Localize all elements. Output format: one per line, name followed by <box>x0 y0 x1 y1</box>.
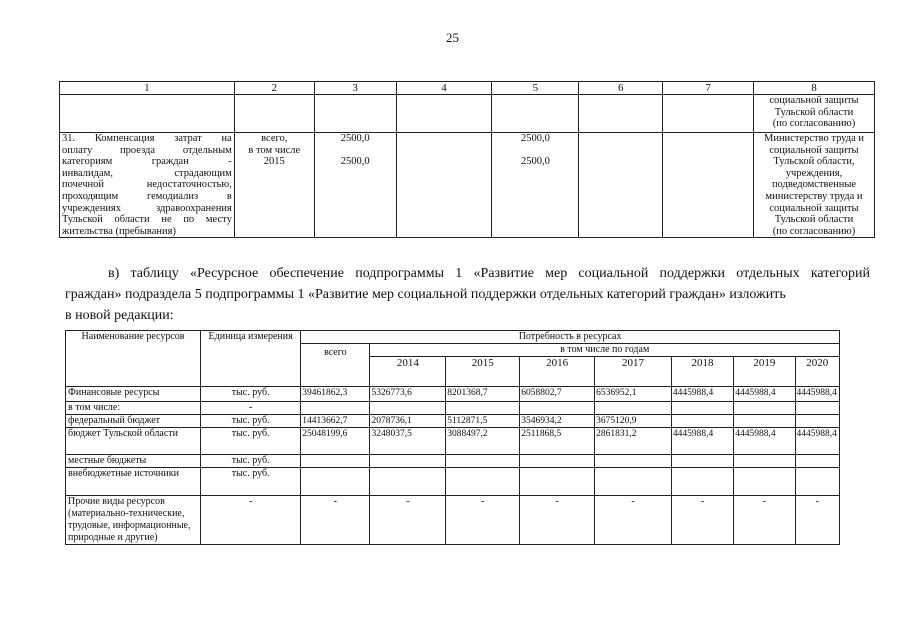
year-header: 2018 <box>671 357 733 387</box>
value-cell: - <box>520 496 595 545</box>
value-cell <box>795 468 839 496</box>
cell-line: 2500,0 <box>340 133 370 144</box>
year-header: 2020 <box>795 357 839 387</box>
value-cell: 8201368,7 <box>446 387 520 402</box>
cell-line: всего, <box>261 133 288 144</box>
value-cell <box>370 468 446 496</box>
paragraph-line: в новой редакции: <box>65 308 174 323</box>
value-cell <box>446 468 520 496</box>
measure-name-cell <box>60 133 235 238</box>
value-cell <box>734 455 795 468</box>
value-cell: 6058802,7 <box>520 387 595 402</box>
value-cell <box>671 415 733 428</box>
cell-line: оплату проезда отдельным <box>62 144 232 156</box>
col-header: 5 <box>492 82 579 95</box>
unit-cell: тыс. руб. <box>201 415 301 428</box>
amount-cell <box>492 133 579 238</box>
value-cell: 25048199,6 <box>301 428 370 455</box>
cell-line: жительства (пребывания) <box>62 225 176 237</box>
value-cell: 4445988,4 <box>795 428 839 455</box>
value-cell <box>446 455 520 468</box>
table-row <box>60 133 875 238</box>
resource-name: в том числе: <box>66 402 201 415</box>
value-cell: - <box>795 496 839 545</box>
value-cell: 3675120,9 <box>595 415 672 428</box>
value-cell: - <box>671 496 733 545</box>
table-row <box>66 387 840 402</box>
year-header: 2015 <box>446 357 520 387</box>
paragraph-line: в) таблицу «Ресурсное обеспечение подпрограммы 1 «Развитие мер социальной поддержки отдельных категорий <box>108 266 870 281</box>
value-cell <box>595 455 672 468</box>
table-row <box>66 428 840 455</box>
value-cell: - <box>595 496 672 545</box>
unit-cell: тыс. руб. <box>201 387 301 402</box>
col-header: 6 <box>579 82 663 95</box>
by-year-header: в том числе по годам <box>370 344 840 357</box>
need-header: Потребность в ресурсах <box>301 331 840 344</box>
value-cell: 4445988,4 <box>671 428 733 455</box>
cell-line: учреждениях здравоохранения <box>62 202 232 214</box>
unit-cell: - <box>201 496 301 545</box>
cell-line: Тульской области не по месту <box>62 214 232 226</box>
total-header: всего <box>301 344 370 387</box>
cell-line: подведомственные <box>771 179 857 191</box>
value-cell <box>671 455 733 468</box>
value-cell: 3546934,2 <box>520 415 595 428</box>
cell-line: Тульской области <box>774 106 854 118</box>
cell-line: Министерство труда и <box>763 133 865 144</box>
value-cell: - <box>446 496 520 545</box>
col-header: 4 <box>396 82 492 95</box>
cell-line: 2500,0 <box>520 155 550 167</box>
value-cell <box>671 402 733 415</box>
cell-line: 31. Компенсация затрат на <box>62 133 232 144</box>
cell-line: 2015 <box>263 156 285 168</box>
resource-name: внебюджетные источники <box>66 468 201 496</box>
page-number: 25 <box>446 30 459 45</box>
unit-header: Единица измерения <box>201 331 301 387</box>
value-cell <box>301 455 370 468</box>
value-cell: 4445988,4 <box>795 387 839 402</box>
year-header: 2014 <box>370 357 446 387</box>
executor-cell <box>754 95 875 133</box>
value-cell <box>595 402 672 415</box>
header-row <box>66 331 840 344</box>
value-cell <box>520 402 595 415</box>
cell-line: (по согласованию) <box>772 118 856 130</box>
value-cell <box>301 468 370 496</box>
cell-line: в том числе <box>248 144 301 156</box>
resource-name: Финансовые ресурсы <box>66 387 201 402</box>
value-cell <box>671 468 733 496</box>
value-cell: 39461862,3 <box>301 387 370 402</box>
value-cell: - <box>301 496 370 545</box>
value-cell: 4445988,4 <box>734 428 795 455</box>
value-cell: 5326773,6 <box>370 387 446 402</box>
cell-line: проходящим гемодиализ в <box>62 190 232 202</box>
unit-cell: тыс. руб. <box>201 468 301 496</box>
table-row <box>66 402 840 415</box>
header-row <box>60 82 875 95</box>
value-cell: 3088497,2 <box>446 428 520 455</box>
resource-name: федеральный бюджет <box>66 415 201 428</box>
col-header: 3 <box>314 82 396 95</box>
cell-line: Тульской области <box>774 214 854 226</box>
value-cell: - <box>734 496 795 545</box>
cell-line: почечной недостаточностью, <box>62 179 232 191</box>
cell-line: министерству труда и <box>765 190 863 202</box>
year-header: 2017 <box>595 357 672 387</box>
col-header: 1 <box>60 82 235 95</box>
resource-name: местные бюджеты <box>66 455 201 468</box>
table-row <box>66 468 840 496</box>
table-row <box>66 415 840 428</box>
cell-line: социальной защиты <box>769 202 859 214</box>
paragraph-line: граждан» подраздела 5 подпрограммы 1 «Развитие мер социальной поддержки отдельных категорий граждан» изложить <box>65 287 786 302</box>
value-cell <box>595 468 672 496</box>
col-header: 7 <box>663 82 754 95</box>
period-cell <box>234 133 314 238</box>
value-cell: 14413662,7 <box>301 415 370 428</box>
year-header: 2019 <box>734 357 795 387</box>
value-cell <box>734 415 795 428</box>
executor-cell <box>754 133 875 238</box>
resource-name: бюджет Тульской области <box>66 428 201 455</box>
unit-cell: - <box>201 402 301 415</box>
cell-line: учреждения, <box>785 167 843 179</box>
cell-line: социальной защиты <box>769 95 859 106</box>
amount-cell <box>314 133 396 238</box>
cell-line: категориям граждан - <box>62 156 232 168</box>
value-cell <box>301 402 370 415</box>
table-row <box>66 496 840 545</box>
cell-line: 2500,0 <box>340 155 370 167</box>
resources-table <box>65 330 840 545</box>
value-cell: 4445988,4 <box>734 387 795 402</box>
value-cell <box>795 455 839 468</box>
table-row <box>66 455 840 468</box>
table-row <box>60 95 875 133</box>
value-cell <box>520 455 595 468</box>
col-header: 8 <box>754 82 875 95</box>
value-cell <box>370 455 446 468</box>
value-cell <box>795 402 839 415</box>
year-header: 2016 <box>520 357 595 387</box>
value-cell: 3248037,5 <box>370 428 446 455</box>
cell-line: 2500,0 <box>520 133 550 144</box>
unit-cell: тыс. руб. <box>201 428 301 455</box>
unit-cell: тыс. руб. <box>201 455 301 468</box>
value-cell <box>734 468 795 496</box>
value-cell <box>370 402 446 415</box>
value-cell: 6536952,1 <box>595 387 672 402</box>
value-cell <box>520 468 595 496</box>
cell-line: Тульской области, <box>773 156 855 168</box>
value-cell: - <box>370 496 446 545</box>
value-cell <box>446 402 520 415</box>
col-header: 2 <box>234 82 314 95</box>
value-cell <box>734 402 795 415</box>
resource-name-header: Наименование ресурсов <box>66 331 201 387</box>
value-cell: 2078736,1 <box>370 415 446 428</box>
cell-line: социальной защиты <box>769 144 859 156</box>
resource-name: Прочие виды ресурсов (материально-технические, трудовые, информационные, природные и другие) <box>66 496 201 545</box>
cell-line: инвалидам, страдающим <box>62 167 232 179</box>
amendment-paragraph <box>65 263 870 326</box>
measures-table <box>59 81 875 238</box>
value-cell: 4445988,4 <box>671 387 733 402</box>
value-cell: 2861831,2 <box>595 428 672 455</box>
value-cell <box>795 415 839 428</box>
value-cell: 2511868,5 <box>520 428 595 455</box>
value-cell: 5112871,5 <box>446 415 520 428</box>
cell-line: (по согласованию) <box>772 225 856 237</box>
